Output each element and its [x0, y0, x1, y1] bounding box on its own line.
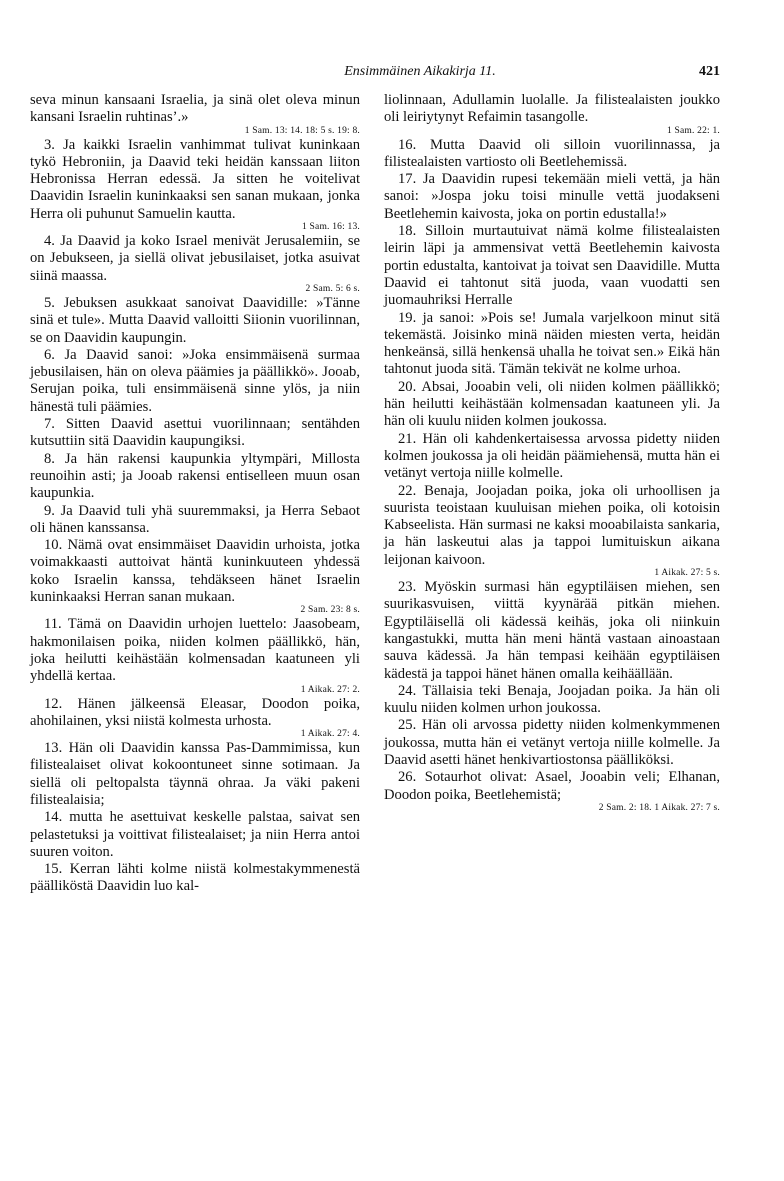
verse-text: liolinnaan, Adullamin luolalle. Ja filistealaisten joukko oli leiriytynyt Refaimin tasangolle.: [384, 92, 720, 126]
verse-text: 20. Absai, Jooabin veli, oli niiden kolmen päällikkö; hän heilutti keihästään kolmensadan kaatuneen yli. Ja hän oli kuulu niiden kolmen joukossa.: [384, 378, 720, 430]
verse-paragraph: [384, 171, 720, 223]
verse-text: seva minun kansaani Israelia, ja sinä olet oleva minun kansani Israelin ruhtinas’.»: [30, 92, 360, 126]
cross-reference: 1 Sam. 16: 13.: [302, 222, 360, 233]
verse-paragraph: [30, 295, 360, 347]
verse-paragraph: [384, 579, 720, 683]
verse-paragraph: [384, 717, 720, 769]
verse-paragraph: [30, 696, 360, 741]
verse-text: 11. Tämä on Daavidin urhojen luettelo: Jaasobeam, hakmonilaisen poika, niiden kolmen päällikkö, hän, joka heilutti keihästään kolmensadan kaatuneen yli yhdellä kertaa.: [30, 616, 360, 685]
verse-text: 8. Ja hän rakensi kaupunkia yltympäri, Millosta reunoihin asti; ja Jooab rakensi entiselleen muun osan kaupunkia.: [30, 450, 360, 502]
cross-reference: 2 Sam. 2: 18. 1 Aikak. 27: 7 s.: [598, 802, 720, 813]
verse-text: 12. Hänen jälkeensä Eleasar, Doodon poika, ahohilainen, yksi niistä kolmesta urhosta.: [30, 695, 360, 729]
verse-paragraph: [30, 347, 360, 416]
cross-reference: 1 Aikak. 27: 5 s.: [654, 568, 720, 579]
verse-text: 19. ja sanoi: »Pois se! Jumala varjelkoon minut sitä tekemästä. Joisinko minä näiden miesten verta, heidän henkeänsä, sillä henkensä uhalla he toivat sen.» Eikä hän tahtonut juoda sitä. Tämän tekivät ne kolme urhoa.: [384, 309, 720, 378]
verse-paragraph: [384, 769, 720, 814]
verse-paragraph: [30, 503, 360, 538]
verse-paragraph: [384, 379, 720, 431]
page-header: [30, 62, 720, 86]
verse-paragraph: [384, 483, 720, 579]
verse-text: 26. Sotaurhot olivat: Asael, Jooabin veli; Elhanan, Doodon poika, Beetlehemistä;: [384, 769, 720, 803]
verse-paragraph: [30, 137, 360, 233]
verse-paragraph: [30, 861, 360, 896]
verse-paragraph: [30, 416, 360, 451]
verse-paragraph: [30, 233, 360, 295]
verse-text: 17. Ja Daavidin rupesi tekemään mieli vettä, ja hän sanoi: »Jospa joku toisi minulle vettä juodakseni Beetlehemin kaivosta, joka on portin edustalla!»: [384, 171, 720, 222]
running-title: Ensimmäinen Aikakirja 11.: [344, 64, 496, 79]
verse-text: 24. Tällaisia teki Benaja, Joojadan poika. Ja hän oli kuulu niiden kolmen urhon joukossa.: [384, 682, 720, 717]
left-column: [30, 92, 360, 896]
verse-paragraph: [30, 616, 360, 695]
cross-reference: 2 Sam. 23: 8 s.: [300, 605, 360, 616]
verse-paragraph: [30, 809, 360, 861]
verse-text: 3. Ja kaikki Israelin vanhimmat tulivat kuninkaan tykö Hebroniin, ja Daavid teki heidän kanssaan liiton Hebronissa Herran edessä. Ja sitten he voitelivat Daavidin Israelin kuninkaaksi sen sanan mukaan, jonka Herra oli puhunut Samuelin kautta.: [30, 136, 360, 222]
cross-reference: 1 Aikak. 27: 2.: [300, 684, 360, 695]
verse-text: 14. mutta he asettuivat keskelle palstaa, saivat sen pelastetuksi ja voittivat filistealaiset; ja niin Herra antoi suuren voiton.: [30, 809, 360, 860]
verse-paragraph: [30, 740, 360, 809]
verse-text: 9. Ja Daavid tuli yhä suuremmaksi, ja Herra Sebaot oli hänen kanssansa.: [30, 502, 360, 536]
verse-paragraph: [384, 223, 720, 309]
verse-text: 16. Mutta Daavid oli silloin vuorilinnassa, ja filistealaisten vartiosto oli Beetlehemissä.: [384, 136, 720, 170]
verse-paragraph: [384, 683, 720, 718]
cross-reference: 2 Sam. 5: 6 s.: [305, 283, 360, 294]
cross-reference: 1 Sam. 13: 14. 18: 5 s. 19: 8.: [244, 125, 360, 136]
verse-text: 21. Hän oli kahdenkertaisessa arvossa pidetty niiden kolmen joukossa ja oli heidän päämiehensä, mutta hän ei vetänyt vertoja niille kolmelle.: [384, 430, 720, 482]
page-number: 421: [699, 64, 720, 79]
verse-paragraph: [30, 451, 360, 503]
cross-reference: 1 Aikak. 27: 4.: [300, 729, 360, 740]
verse-text: 4. Ja Daavid ja koko Israel menivät Jerusalemiin, se on Jebukseen, ja siellä olivat jebusilaiset, jotka asuivat siinä maassa.: [30, 233, 360, 284]
cross-reference: 1 Sam. 22: 1.: [666, 125, 720, 136]
verse-paragraph: [30, 537, 360, 616]
verse-text: 25. Hän oli arvossa pidetty niiden kolmenkymmenen joukossa, mutta hän ei vetänyt vertoja niille kolmelle. Ja Daavid asetti hänet henkivartiostonsa päälliköksi.: [384, 717, 720, 768]
verse-text: 13. Hän oli Daavidin kanssa Pas-Dammimissa, kun filistealaiset olivat kokoontuneet sinne sotimaan. Ja siellä oli peltopalsta täynnä ohraa. Ja väki pakeni filistealaisia;: [30, 740, 360, 808]
verse-paragraph: [30, 92, 360, 137]
right-column: [384, 92, 720, 814]
verse-text: 6. Ja Daavid sanoi: »Joka ensimmäisenä surmaa jebusilaisen, hän on oleva päämies ja päällikkö». Jooab, Serujan poika, tuli ensimmäisenä sinne ylös, ja niin hänestä tuli päämies.: [30, 346, 360, 415]
verse-text: 5. Jebuksen asukkaat sanoivat Daavidille: »Tänne sinä et tule». Mutta Daavid valloitti Siionin vuorilinnan, se on Daavidin kaupungin.: [30, 294, 360, 346]
verse-paragraph: [384, 431, 720, 483]
verse-text: 22. Benaja, Joojadan poika, joka oli urhoollisen ja suurista teoistaan kuuluisan miehen poika, oli kotoisin Kabseelista. Hän surmasi ne kaksi mooabilaista sankaria, ja hän laskeutui alas ja tappoi lumituiskun aikana leijonan kaivoon.: [384, 482, 720, 568]
verse-text: 23. Myöskin surmasi hän egyptiläisen miehen, sen suurikasvuisen, viittä kyynärää pitkän miehen. Egyptiläisellä oli kädessä keihäs, joka oli niinkuin kangastukki, mutta hän meni häntä vastaan ainoastaan sauva kädessä. Ja hän tempasi keihään egyptiläisen kädestä ja tappoi hänet hänen omalla keihäällään.: [384, 579, 720, 682]
verse-paragraph: [384, 137, 720, 172]
verse-text: 15. Kerran lähti kolme niistä kolmestakymmenestä päälliköstä Daavidin luo kal-: [30, 861, 360, 895]
verse-paragraph: [384, 92, 720, 137]
verse-text: 7. Sitten Daavid asettui vuorilinnaan; sentähden kutsuttiin sitä Daavidin kaupungiksi.: [30, 416, 360, 450]
verse-text: 10. Nämä ovat ensimmäiset Daavidin urhoista, jotka voimakkaasti auttoivat häntä kuninkuuteen yhdessä koko Israelin kanssa, tehdäkseen hänet Israelin kuninkaaksi Herran sanan mukaan.: [30, 537, 360, 606]
verse-text: 18. Silloin murtautuivat nämä kolme filistealaisten leirin läpi ja ammensivat vettä Beetlehemin kaivosta portin edustalta, kantoivat ja toivat sen Daavidille. Mutta Daavid ei tahtonut sitä juoda, vaan vuodatti sen juomauhriksi Herralle: [384, 223, 720, 309]
verse-paragraph: [384, 310, 720, 379]
